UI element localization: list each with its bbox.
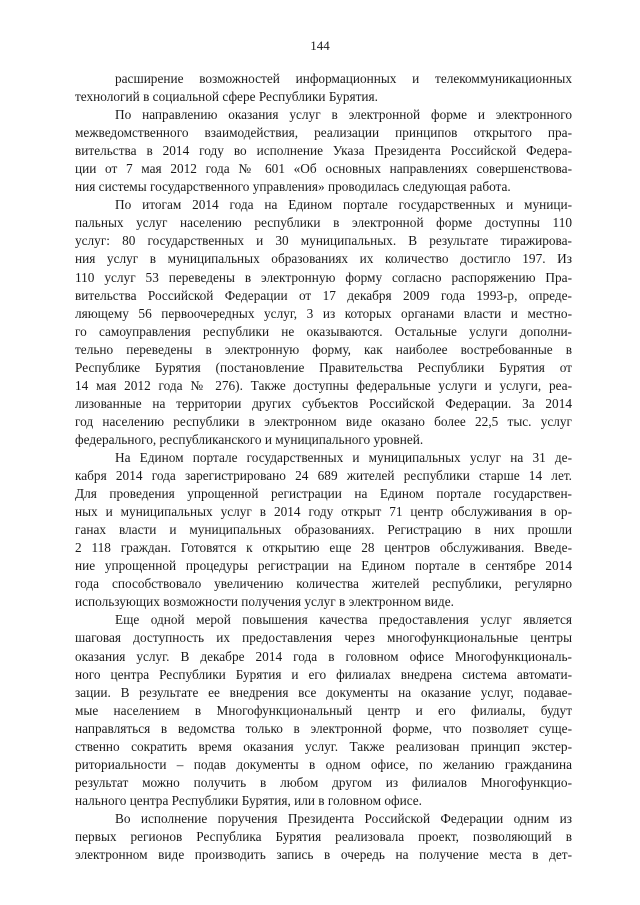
text-line: использующих возможности получения услуг в электронном виде. <box>75 594 454 610</box>
text-line: ции от 7 мая 2012 года № 601 «Об основных направлениях совершенствова- <box>75 161 572 177</box>
text-line: зации. В результате ее внедрения все документы на оказание услуг, подавае- <box>75 684 572 700</box>
text-line: ного центра Республики Бурятия и его филиалах внедрена система автомати- <box>75 666 572 682</box>
paragraph <box>75 106 572 196</box>
text-line: результат можно получить в любом другом из филиалов Многофункцио- <box>75 774 572 790</box>
text-line: пальных услуг населению республики в электронной форме доступны 110 <box>75 215 572 231</box>
text-line: оказания услуг. В декабре 2014 года в головном офисе Многофункциональ- <box>75 648 572 664</box>
text-line: шаговая доступность их предоставления через многофункциональные центры <box>75 630 572 646</box>
text-line: ганах власти и муниципальных образованиях. Регистрацию в них прошли <box>75 522 572 538</box>
text-line: По направлению оказания услуг в электронной форме и электронного <box>115 107 572 123</box>
text-line: федерального, республиканского и муниципального уровней. <box>75 431 424 447</box>
text-line: 2 118 граждан. Готовятся к открытию еще 28 центров обслуживания. Введе- <box>75 540 572 556</box>
text-line: ние упрощенной процедуры регистрации на Едином портале в сентябре 2014 <box>75 558 572 574</box>
text-line: электронном виде производить запись в очередь на получение места в дет- <box>75 847 572 863</box>
text-line: ния услуг в муниципальных образованиях их количество достигло 197. Из <box>75 251 572 267</box>
text-line: направляться в ведомства только в электронной форме, что позволяет суще- <box>75 720 572 736</box>
text-line: нального центра Республики Бурятия, или в головном офисе. <box>75 792 422 808</box>
text-line: ственно сократить время оказания услуг. Также реализован принцип экстер- <box>75 738 572 754</box>
paragraph <box>75 196 572 449</box>
text-line: ния системы государственного управления» проводилась следующая работа. <box>75 179 511 195</box>
text-line: На Едином портале государственных и муниципальных услуг на 31 де- <box>115 449 572 465</box>
text-line: ляющему 56 первоочередных услуг, 3 из которых органами власти и местно- <box>75 305 572 321</box>
text-line: услуг: 80 государственных и 30 муниципальных. В результате тиражирова- <box>75 233 572 249</box>
body-text <box>75 70 572 864</box>
text-line: года способствовало увеличению количества жителей республики, регулярно <box>75 576 572 592</box>
text-line: Еще одной мерой повышения качества предоставления услуг является <box>115 612 572 628</box>
text-line: По итогам 2014 года на Едином портале государственных и муници- <box>115 197 572 213</box>
text-line: Для проведения упрощенной регистрации на Едином портале государствен- <box>75 486 572 502</box>
text-line: Республике Бурятия (постановление Правительства Республики Бурятия от <box>75 359 572 375</box>
paragraph <box>75 611 572 810</box>
text-line: риториальности – подав документы в одном офисе, по желанию гражданина <box>75 756 572 772</box>
text-line: расширение возможностей информационных и телекоммуникационных <box>115 71 572 86</box>
text-line: ных и муниципальных услуг в 2014 году открыт 71 центр обслуживания в ор- <box>75 504 572 520</box>
text-line: вительства Российской Федерации от 17 декабря 2009 года 1993-р, опреде- <box>75 287 572 303</box>
page-number: 144 <box>310 38 330 53</box>
text-line: кабря 2014 года зарегистрировано 24 689 жителей республики старше 14 лет. <box>75 468 572 484</box>
paragraph <box>75 810 572 864</box>
text-line: 14 мая 2012 года № 276). Также доступны федеральные услуги и услуги, реа- <box>75 377 572 393</box>
paragraph <box>75 70 572 106</box>
text-line: го самоуправления республики не оказываются. Остальные услуги дополни- <box>75 323 572 339</box>
text-line: тельно переведены в электронную форму, как наиболее востребованные в <box>75 341 572 357</box>
text-line: технологий в социальной сфере Республики Бурятия. <box>75 89 378 105</box>
text-line: лизованные на территории других субъектов Российской Федерации. За 2014 <box>75 395 572 411</box>
text-line: 110 услуг 53 переведены в электронную форму согласно распоряжению Пра- <box>75 269 572 285</box>
paragraph <box>75 449 572 611</box>
text-line: межведомственного взаимодействия, реализации принципов открытого пра- <box>75 125 572 141</box>
text-line: вительства в 2014 году во исполнение Указа Президента Российской Федера- <box>75 143 572 159</box>
text-line: Во исполнение поручения Президента Российской Федерации одним из <box>115 810 572 826</box>
text-line: мые населением в Многофункциональный центр и его филиалы, будут <box>75 702 572 718</box>
text-line: год населению республики в электронном виде оказано более 22,5 тыс. услуг <box>75 413 572 429</box>
text-line: первых регионов Республика Бурятия реализовала проект, позволяющий в <box>75 828 572 844</box>
